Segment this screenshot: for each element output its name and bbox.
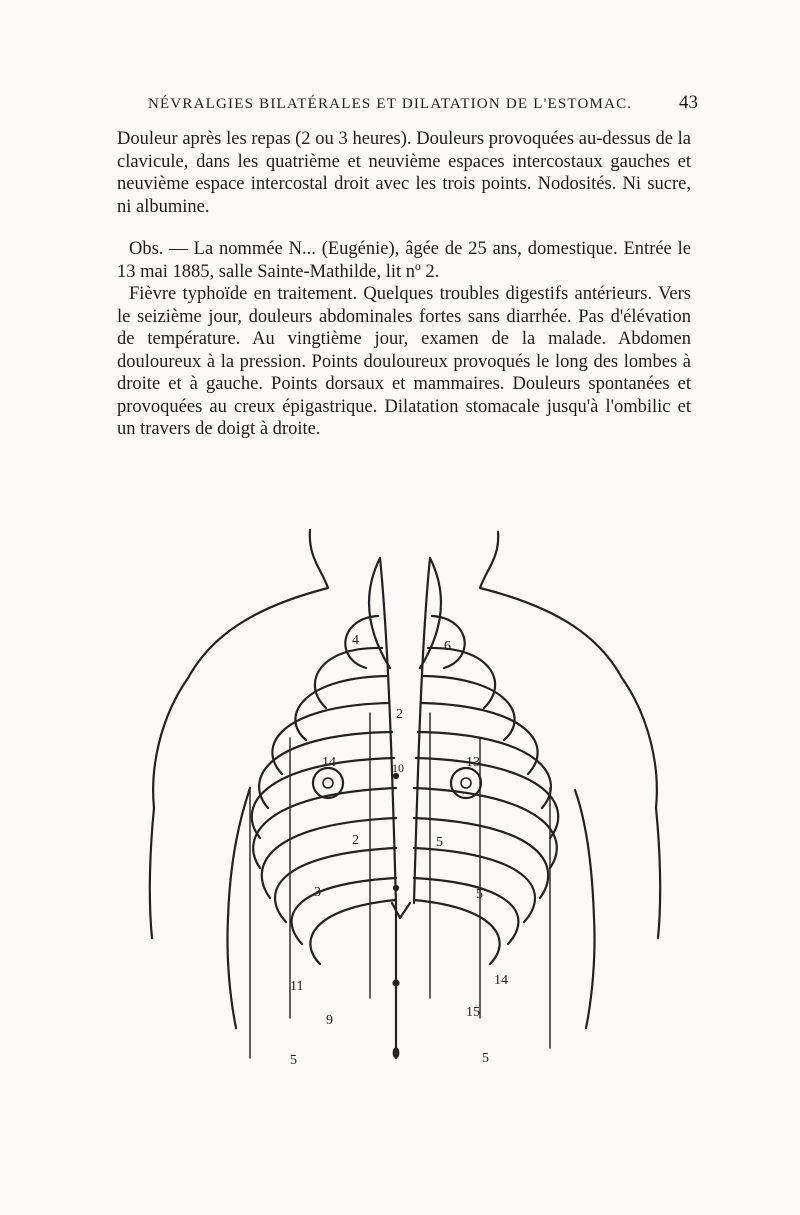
paragraph-symptoms: Douleur après les repas (2 ou 3 heures). Douleurs provoquées au-dessus de la clavicule, dans les quatrième et neuvième espaces intercostaux gauches et neuvième espace intercostal droit avec les trois points. Nodosités. Ni sucre, ni albumine. [117,129,691,217]
label-right-base: 15 [466,1005,480,1020]
label-right-breast: 13 [466,755,480,770]
left-nipple-inner [323,778,333,788]
left-nipple-outer [313,768,343,798]
running-title: NÉVRALGIES BILATÉRALES ET DILATATION DE L'ESTOMAC. [148,96,633,112]
right-chest-bands [414,558,558,964]
label-sternum: 10 [392,761,404,775]
sternum-right [414,558,430,903]
right-arm-inner [575,790,595,1028]
page-number: 43 [679,92,698,113]
label-right-mid: 5 [436,835,443,850]
body-text [117,128,691,441]
label-left-breast: 14 [322,755,336,770]
label-right-low: 5 [476,887,483,902]
label-right-bottom: 14 [494,973,508,988]
label-right-top: 6 [444,639,451,654]
right-nipple-inner [461,778,471,788]
right-neck-shoulder-line [480,532,657,808]
label-left-top: 4 [352,633,359,648]
label-center: 2 [396,707,403,722]
label-left-base: 9 [326,1013,333,1028]
label-left-low: 3 [314,885,321,900]
label-foot-center: 0 [392,1045,400,1062]
thorax-drawing [130,518,690,1078]
paragraph-clinical: Fièvre typhoïde en traitement. Quelques troubles digestifs antérieurs. Vers le seizième jour, douleurs abdominales fortes sans diarrhée. Pas d'élévation de température. Au vingtième jour, examen de la malade. Abdomen douloureux à la pression. Points douloureux provoqués le long des lombes à droite et à gauche. Points dorsaux et mammaires. Douleurs spontanées et provoquées au creux épigastrique. Dilatation stomacale jusqu'à l'ombilic et un travers de doigt à droite. [117,284,691,439]
label-foot-right: 5 [482,1051,489,1066]
xiphoid [392,903,410,918]
thorax-diagram [130,518,690,1078]
label-left-bottom: 11 [290,979,304,994]
midline-dot-3 [394,981,399,986]
paragraph-observation: Obs. — La nommée N... (Eugénie), âgée de 25 ans, domestique. Entrée le 13 mai 1885, salle Sainte-Mathilde, lit nº 2. [117,239,691,282]
label-left-mid: 2 [352,833,359,848]
midline-dot-2 [394,886,398,890]
left-arm-outer [150,808,154,938]
left-neck-shoulder-line [153,530,328,808]
label-foot-left: 5 [290,1053,297,1068]
right-arm-outer [656,808,660,938]
left-arm-inner [227,788,250,1028]
